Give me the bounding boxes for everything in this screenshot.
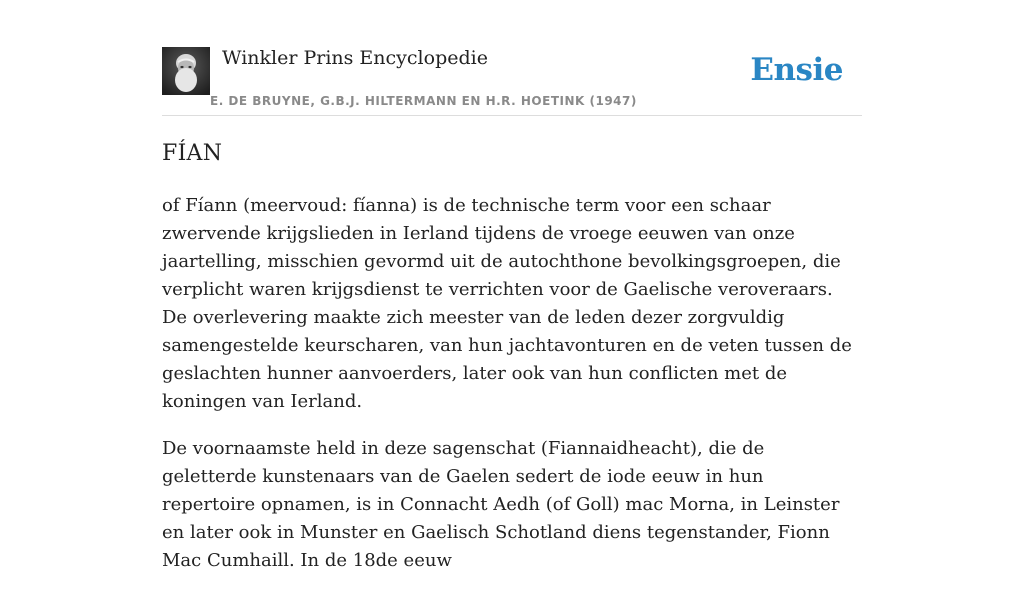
article-paragraph: of Fíann (meervoud: fíanna) is de technische term voor een schaar zwervende krijgslieden in Ierland tijdens de vroege eeuwen van onze jaartelling, misschien gevormd uit de autochthone bevolkingsgroepen, die verplicht waren krijgsdienst te verrichten voor de Gaelische veroveraars. De overlevering maakte zich meester van de leden dezer zorgvuldig samengestelde keurscharen, van hun jachtavonturen en de veten tussen de geslachten hunner aanvoerders, later ook van hun conflicten met de koningen van Ierland.	[162, 195, 852, 412]
article-paragraph: De voornaamste held in deze sagenschat (Fiannaidheacht), die de geletterde kunstenaars van de Gaelen sedert de iode eeuw in hun repertoire opnamen, is in Connacht Aedh (of Goll) mac Morna, in Leinster en later ook in Munster en Gaelisch Schotland diens tegenstander, Fionn Mac Cumhaill. In de 18de eeuw	[162, 438, 840, 571]
author-avatar[interactable]	[162, 47, 210, 95]
entry-title: FÍAN	[162, 141, 223, 166]
source-authors: E. DE BRUYNE, G.B.J. HILTERMANN EN H.R. HOETINK (1947)	[210, 94, 637, 108]
site-header	[162, 40, 862, 116]
portrait-photo-icon	[162, 47, 210, 95]
article-body	[162, 192, 862, 594]
ensie-logo-link[interactable]: Ensie	[750, 52, 843, 88]
source-title[interactable]: Winkler Prins Encyclopedie	[222, 47, 488, 69]
